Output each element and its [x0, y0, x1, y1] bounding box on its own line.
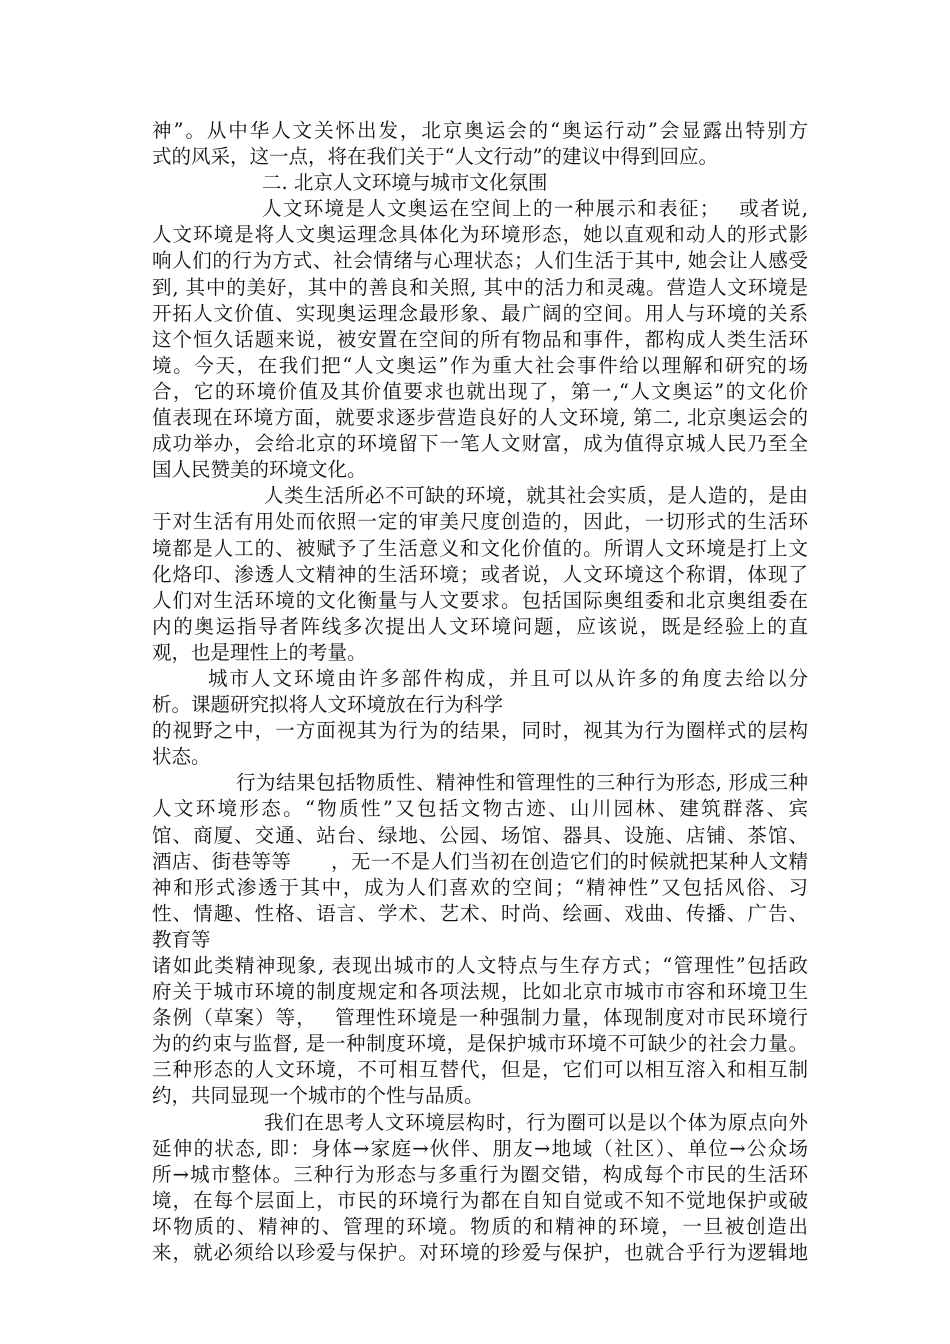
- text-line: 三种形态的人文环境，不可相互替代，但是，它们可以相互溶入和相互制: [152, 1058, 808, 1082]
- text-line: 的视野之中，一方面视其为行为的结果，同时，视其为行为圈样式的层构: [152, 719, 808, 743]
- text-line: 馆、商厦、交通、站台、绿地、公园、场馆、器具、设施、店铺、茶馆、: [152, 823, 808, 847]
- text-line: 这个恒久话题来说，被安置在空间的所有物品和事件，都构成人类生活环: [152, 327, 808, 351]
- text-line: 府关于城市环境的制度规定和各项法规，比如北京市城市市容和环境卫生: [152, 980, 808, 1004]
- text-line: 城市人文环境由许多部件构成，并且可以从许多的角度去给以分: [208, 666, 808, 690]
- text-line: 观，也是理性上的考量。: [152, 640, 367, 664]
- text-line: 开拓人文价值、实现奥运理念最形象、最广阔的空间。用人与环境的关系: [152, 301, 808, 325]
- text-line: 式的风采，这一点，将在我们关于“人文行动”的建议中得到回应。: [152, 145, 718, 169]
- text-line: 性、情趣、性格、语言、学术、艺术、时尚、绘画、戏曲、传播、广告、: [152, 901, 808, 925]
- text-line: 延伸的状态, 即：身体→家庭→伙伴、朋友→地域（社区）、单位→公众场: [152, 1136, 808, 1160]
- text-line: 我们在思考人文环境层构时，行为圈可以是以个体为原点向外: [264, 1110, 808, 1134]
- text-line: 所→城市整体。三种行为形态与多重行为圈交错，构成每个市民的生活环: [152, 1162, 808, 1186]
- text-line: 状态。: [152, 745, 211, 769]
- text-line: 人文环境形态。“物质性”又包括文物古迹、山川园林、建筑群落、宾: [152, 797, 808, 821]
- text-line: 人们对生活环境的文化衡量与人文要求。包括国际奥组委和北京奥组委在: [152, 588, 808, 612]
- text-line: 神”。从中华人文关怀出发，北京奥运会的“奥运行动”会显露出特别方: [152, 119, 808, 142]
- text-line: 人类生活所必不可缺的环境，就其社会实质，是人造的，是由: [264, 484, 808, 508]
- text-line: 国人民赞美的环境文化。: [152, 458, 367, 482]
- text-line: 于对生活有用处而依照一定的审美尺度创造的，因此，一切形式的生活环: [152, 510, 808, 534]
- document-body: [152, 118, 808, 1266]
- text-line: 条例（草案）等， 管理性环境是一种强制力量，体现制度对市民环境行: [152, 1006, 808, 1030]
- text-line: 人文环境是人文奥运在空间上的一种展示和表征； 或者说,: [262, 197, 808, 221]
- text-line: 人文环境是将人文奥运理念具体化为环境形态，她以直观和动人的形式影: [152, 223, 808, 247]
- text-line: 诸如此类精神现象, 表现出城市的人文特点与生存方式；“管理性”包括政: [152, 954, 808, 977]
- text-line: 教育等: [152, 927, 211, 951]
- text-line: 为的约束与监督, 是一种制度环境，是保护城市环境不可缺少的社会力量。: [152, 1032, 808, 1056]
- text-line: 境都是人工的、被赋予了生活意义和文化价值的。所谓人文环境是打上文: [152, 536, 808, 560]
- text-line: 约，共同显现一个城市的个性与品质。: [152, 1084, 484, 1108]
- text-line: 到, 其中的美好，其中的善良和关照, 其中的活力和灵魂。营造人文环境是: [152, 275, 808, 299]
- text-line: 成功举办，会给北京的环境留下一笔人文财富，成为值得京城人民乃至全: [152, 432, 808, 456]
- text-line: 值表现在环境方面，就要求逐步营造良好的人文环境, 第二, 北京奥运会的: [152, 406, 808, 430]
- text-line: 酒店、街巷等等 ，无一不是人们当初在创造它们的时候就把某种人文精: [152, 849, 808, 873]
- text-line: 析。课题研究拟将人文环境放在行为科学: [152, 693, 504, 717]
- text-line: 化烙印、渗透人文精神的生活环境；或者说，人文环境这个称谓，体现了: [152, 562, 808, 586]
- section-heading: 二. 北京人文环境与城市文化氛围: [262, 171, 548, 195]
- text-line: 境，在每个层面上，市民的环境行为都在自知自觉或不知不觉地保护或破: [152, 1188, 808, 1212]
- text-line: 行为结果包括物质性、精神性和管理性的三种行为形态, 形成三种: [236, 771, 808, 795]
- text-line: 响人们的行为方式、社会情绪与心理状态；人们生活于其中, 她会让人感受: [152, 249, 808, 273]
- text-line: 坏物质的、精神的、管理的环境。物质的和精神的环境，一旦被创造出: [152, 1214, 808, 1238]
- text-line: 合，它的环境价值及其价值要求也就出现了，第一,“人文奥运”的文化价: [152, 379, 808, 403]
- text-line: 内的奥运指导者阵线多次提出人文环境问题，应该说，既是经验上的直: [152, 614, 808, 638]
- text-line: 来，就必须给以珍爱与保护。对环境的珍爱与保护，也就合乎行为逻辑地: [152, 1241, 808, 1265]
- text-line: 境。今天，在我们把“人文奥运”作为重大社会事件给以理解和研究的场: [152, 353, 808, 377]
- text-line: 神和形式渗透于其中，成为人们喜欢的空间；“精神性”又包括风俗、习: [152, 875, 808, 899]
